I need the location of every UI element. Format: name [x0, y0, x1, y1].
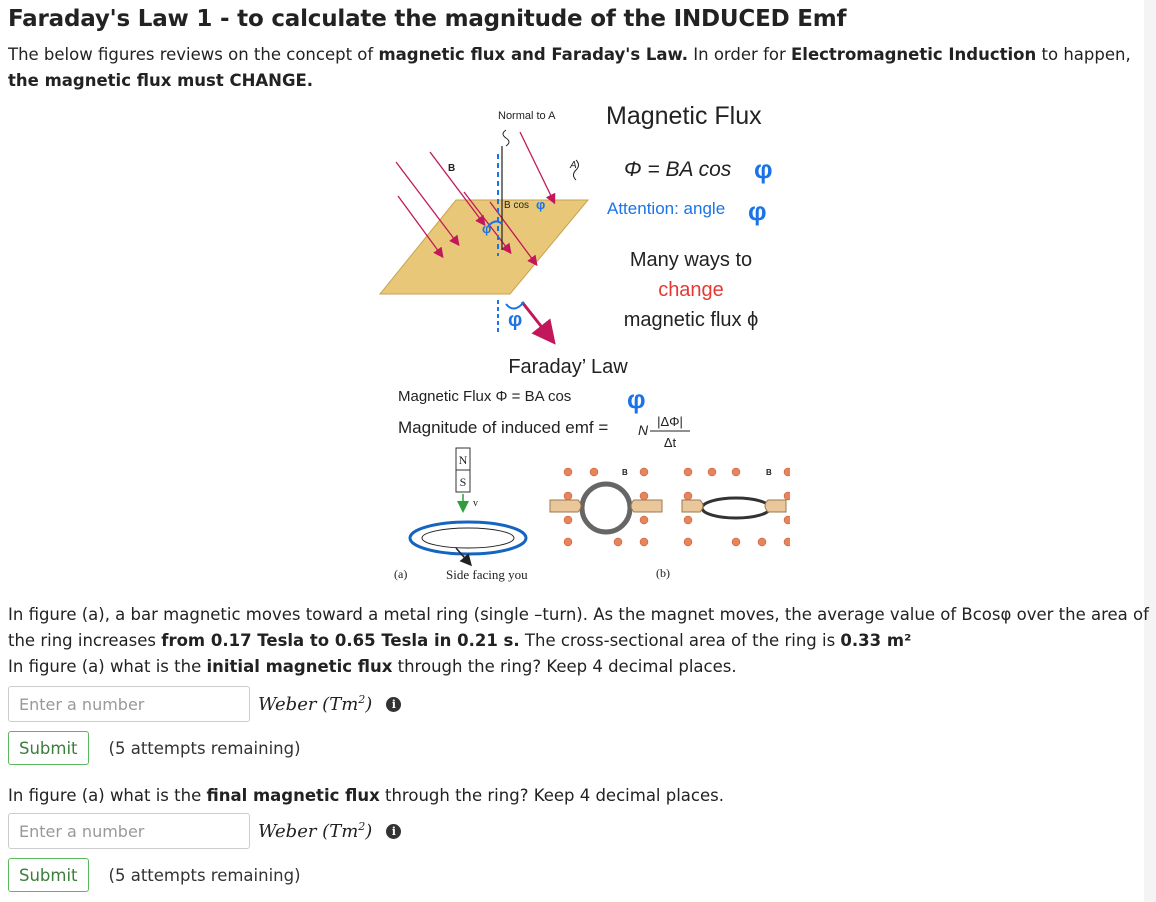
page-scrollbar[interactable]: [1144, 0, 1156, 902]
question-1-answer-row: [8, 686, 401, 722]
magnet-n: N: [458, 453, 468, 467]
submit-button[interactable]: Submit: [8, 731, 89, 765]
hand-left-2: [682, 500, 703, 512]
attention-text: Attention: angle: [607, 199, 726, 218]
caption-b: (b): [656, 566, 670, 580]
faraday-title: Faraday’ Law: [508, 356, 628, 378]
flux-formula: Φ = BA cos: [624, 158, 732, 181]
info-icon[interactable]: i: [386, 824, 401, 839]
normal-squiggle: [503, 130, 509, 146]
attempts-remaining: (5 attempts remaining): [108, 738, 301, 758]
side-label: Side facing you: [446, 567, 528, 582]
a-label: A: [570, 160, 577, 171]
many-ways-1: Many ways to: [629, 249, 753, 271]
page-title: Faraday's Law 1 - to calculate the magnitude of the INDUCED Emf: [8, 6, 847, 32]
question-1-submit-row: [8, 731, 301, 765]
field-arrow-below: [522, 302, 552, 340]
field-arrow: [396, 162, 458, 244]
initial-flux-input[interactable]: [8, 686, 250, 722]
hand-left: [550, 500, 581, 512]
many-ways-3: magnetic flux ϕ: [623, 309, 759, 331]
ring-stretched: [702, 498, 770, 518]
info-icon[interactable]: i: [386, 697, 401, 712]
bext-label-right: B: [766, 468, 772, 477]
question-2-answer-row: [8, 813, 401, 849]
field-arrow: [520, 132, 554, 202]
magnet-s: S: [459, 475, 467, 489]
attention-phi: φ: [748, 196, 767, 226]
faraday-flux: Magnetic Flux Φ = BA cos: [398, 388, 572, 405]
many-ways-2: change: [658, 279, 724, 301]
flux-title: Magnetic Flux: [606, 102, 762, 130]
bext-label-left: B: [622, 468, 628, 477]
question-1-text: In figure (a), a bar magnetic moves toward a metal ring (single –turn). As the magnet moves, the average value of Bcosφ over the area of the ring increases from 0.17 Tesla to 0.65 Tesla in 0.21 s. The cross-sectional area of the ring is 0.33 m² In figure (a) what is the initial magnetic flux through the ring? Keep 4 decimal places.: [8, 605, 1149, 676]
physics-figure: [370, 96, 790, 586]
emf-numerator: |ΔΦ|: [657, 414, 683, 429]
attempts-remaining: (5 attempts remaining): [108, 865, 301, 885]
question-2-text: In figure (a) what is the final magnetic flux through the ring? Keep 4 decimal places.: [8, 786, 724, 805]
faraday-flux-phi: φ: [627, 384, 646, 414]
unit-label: Weber (Tm$^2$): [258, 820, 373, 842]
hand-right: [631, 500, 662, 512]
emf-denominator: Δt: [663, 435, 677, 450]
metal-ring: [410, 522, 526, 554]
emf-label: Magnitude of induced emf =: [398, 418, 609, 437]
bcos-label: B cos: [504, 200, 530, 211]
intro-text: The below figures reviews on the concept of magnetic flux and Faraday's Law. In order for Electromagnetic Induction to happen, the magnetic flux must CHANGE.: [8, 45, 1131, 90]
caption-a: (a): [394, 567, 408, 581]
b-label: B: [448, 163, 456, 174]
plate-phi: φ: [482, 221, 492, 236]
final-flux-input[interactable]: [8, 813, 250, 849]
bcos-phi: φ: [536, 197, 546, 212]
emf-N: N: [638, 422, 649, 438]
question-2-submit-row: [8, 858, 301, 892]
velocity-label: v: [473, 498, 478, 509]
flux-formula-phi: φ: [754, 154, 773, 184]
unit-label: Weber (Tm$^2$): [258, 693, 373, 715]
normal-label: Normal to A: [498, 110, 556, 122]
ring-b: [582, 484, 630, 532]
hand-right-2: [765, 500, 786, 512]
lower-phi: φ: [508, 309, 523, 331]
submit-button[interactable]: Submit: [8, 858, 89, 892]
side-arrow: [456, 548, 470, 564]
